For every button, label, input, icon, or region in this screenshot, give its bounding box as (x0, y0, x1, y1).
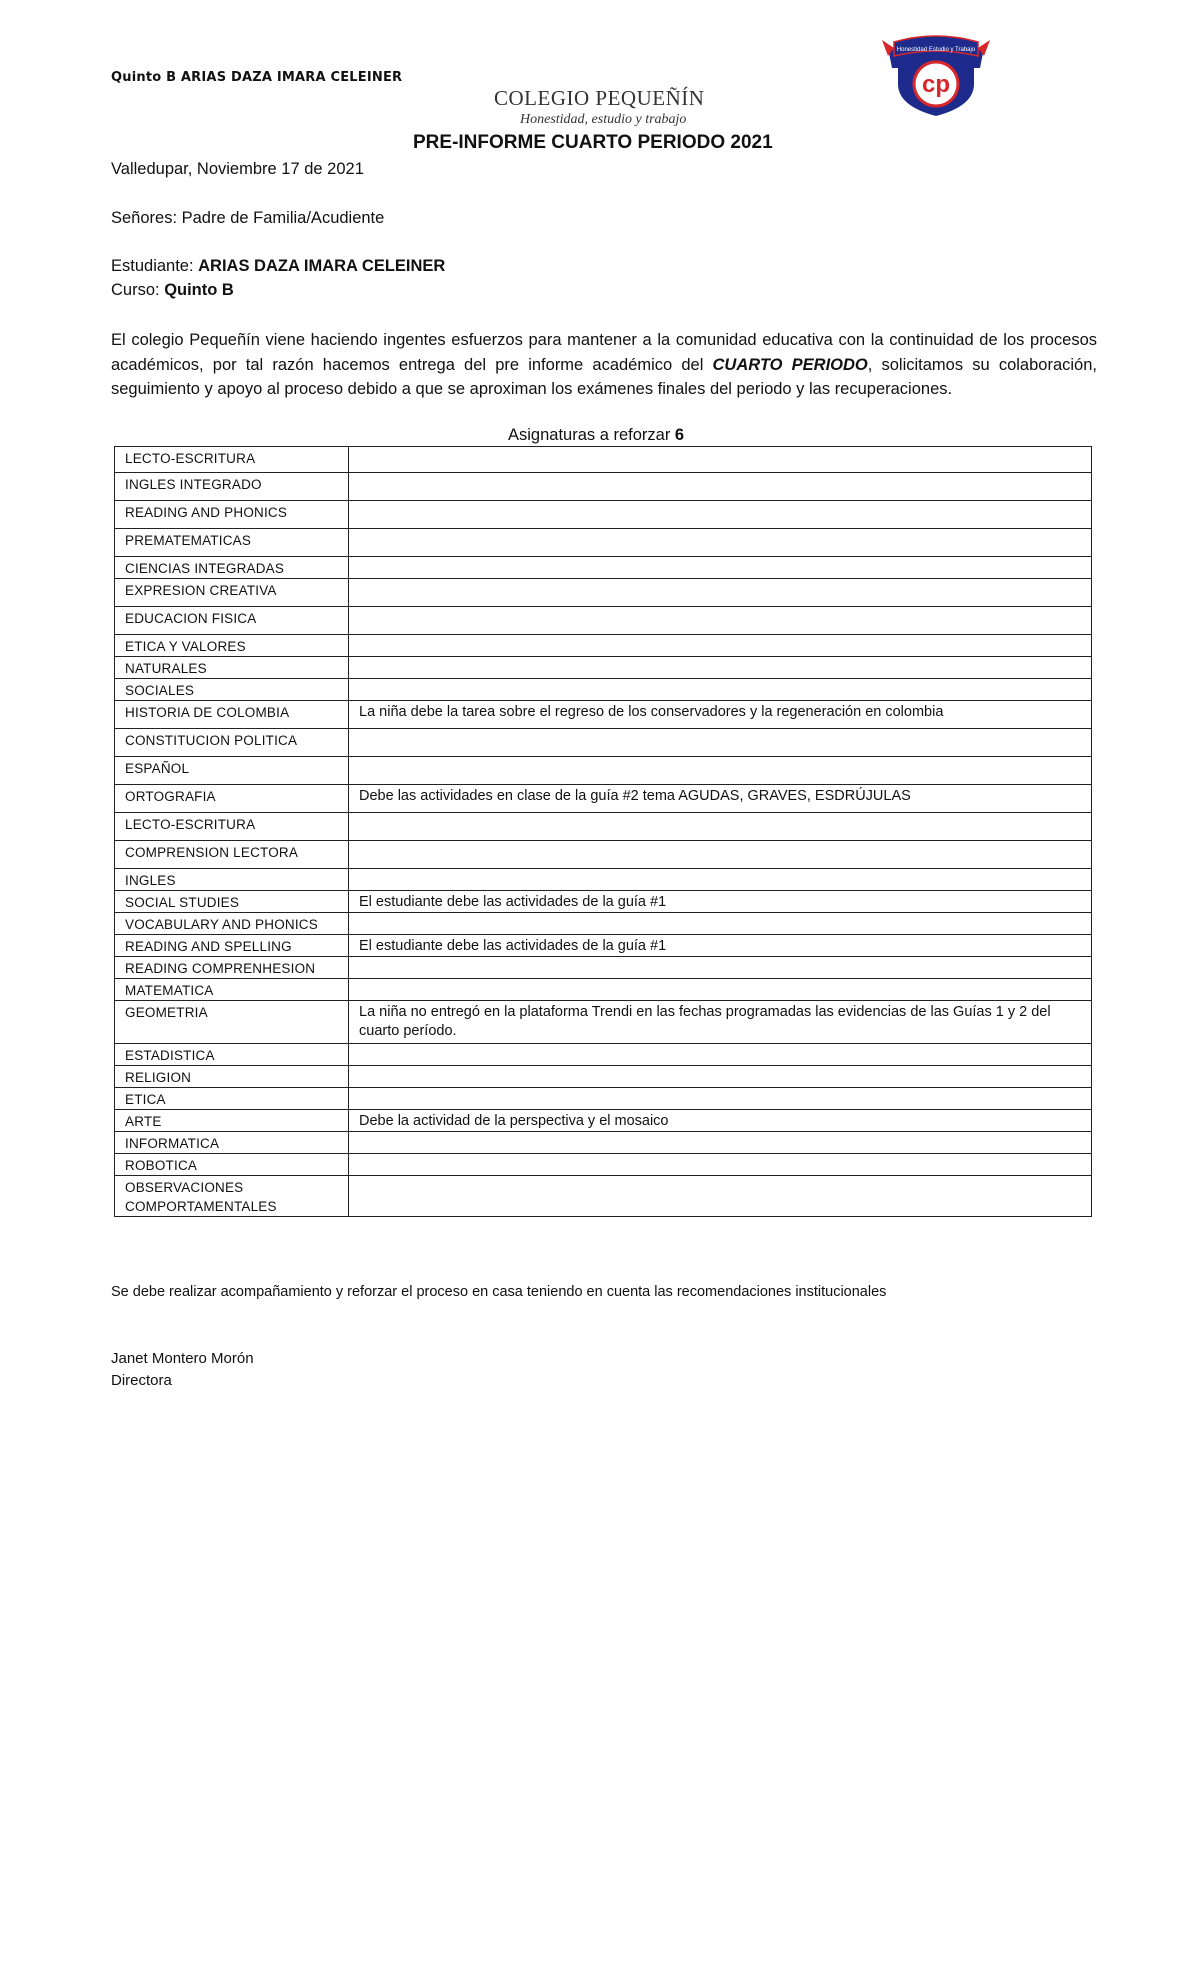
subject-cell: CONSTITUCION POLITICA (115, 729, 349, 757)
observation-cell (349, 729, 1092, 757)
table-row (115, 729, 1092, 757)
observation-cell: Debe las actividades en clase de la guía #2 tema AGUDAS, GRAVES, ESDRÚJULAS (349, 785, 1092, 813)
observation-cell (349, 447, 1092, 473)
subject-cell: EDUCACION FISICA (115, 607, 349, 635)
subject-cell: INFORMATICA (115, 1132, 349, 1154)
subject-cell: ESTADISTICA (115, 1044, 349, 1066)
subject-cell: READING AND SPELLING (115, 935, 349, 957)
signer-role: Directora (111, 1372, 172, 1389)
student-course-header: Quinto B ARIAS DAZA IMARA CELEINER (111, 70, 403, 85)
school-name: COLEGIO PEQUEÑÍN (494, 86, 705, 110)
subjects-table (114, 446, 1092, 1217)
subject-cell: GEOMETRIA (115, 1001, 349, 1044)
table-caption (508, 426, 684, 445)
subject-cell: ESPAÑOL (115, 757, 349, 785)
signer-name: Janet Montero Morón (111, 1350, 254, 1367)
school-crest-logo (880, 26, 992, 118)
subject-cell: CIENCIAS INTEGRADAS (115, 557, 349, 579)
table-row (115, 913, 1092, 935)
subject-cell: HISTORIA DE COLOMBIA (115, 701, 349, 729)
observation-cell (349, 1088, 1092, 1110)
table-row (115, 869, 1092, 891)
table-row (115, 529, 1092, 557)
observation-cell (349, 679, 1092, 701)
table-row (115, 1044, 1092, 1066)
subject-cell: READING COMPRENHESION (115, 957, 349, 979)
table-row (115, 635, 1092, 657)
observation-cell (349, 557, 1092, 579)
crest-monogram: cp (921, 71, 951, 98)
course-name: Quinto B (164, 281, 234, 299)
observation-cell (349, 1044, 1092, 1066)
student-line (111, 257, 445, 276)
observation-cell: El estudiante debe las actividades de la guía #1 (349, 935, 1092, 957)
observation-cell (349, 635, 1092, 657)
subject-cell: ETICA (115, 1088, 349, 1110)
observation-cell: Debe la actividad de la perspectiva y el mosaico (349, 1110, 1092, 1132)
table-row (115, 557, 1092, 579)
subject-cell: RELIGION (115, 1066, 349, 1088)
table-row (115, 607, 1092, 635)
table-row (115, 679, 1092, 701)
observation-cell (349, 757, 1092, 785)
report-title: PRE-INFORME CUARTO PERIODO 2021 (413, 132, 773, 153)
subject-cell: LECTO-ESCRITURA (115, 447, 349, 473)
subject-cell: ROBOTICA (115, 1154, 349, 1176)
table-row (115, 701, 1092, 729)
subject-cell: SOCIALES (115, 679, 349, 701)
letter-date: Valledupar, Noviembre 17 de 2021 (111, 160, 364, 178)
subjects-table-body (115, 447, 1092, 1217)
course-label: Curso: (111, 281, 165, 299)
student-label: Estudiante: (111, 257, 199, 275)
observation-cell (349, 607, 1092, 635)
table-row (115, 979, 1092, 1001)
observation-cell (349, 1066, 1092, 1088)
table-row (115, 757, 1092, 785)
table-row (115, 657, 1092, 679)
table-row (115, 501, 1092, 529)
student-name: ARIAS DAZA IMARA CELEINER (198, 257, 446, 275)
course-line (111, 281, 234, 300)
observation-cell (349, 979, 1092, 1001)
observation-cell: La niña debe la tarea sobre el regreso de los conservadores y la regeneración en colombia (349, 701, 1092, 729)
letter-body-part1: El colegio Pequeñín viene haciendo ingentes esfuerzos para mantener a la comunidad educativa con la continuidad de los procesos académicos, por tal razón hacemos entrega del pre informe académico del (111, 331, 1097, 374)
table-row (115, 1110, 1092, 1132)
table-row (115, 1132, 1092, 1154)
table-row (115, 1176, 1092, 1217)
table-row (115, 957, 1092, 979)
subject-cell: INGLES (115, 869, 349, 891)
observation-cell (349, 841, 1092, 869)
observation-cell (349, 579, 1092, 607)
observation-cell: La niña no entregó en la plataforma Trendi en las fechas programadas las evidencias de las Guías 1 y 2 del cuarto período. (349, 1001, 1092, 1044)
table-caption-label: Asignaturas a reforzar (508, 426, 675, 444)
table-row (115, 1154, 1092, 1176)
table-row (115, 891, 1092, 913)
table-row (115, 935, 1092, 957)
table-row (115, 1001, 1092, 1044)
observation-cell (349, 1176, 1092, 1217)
subject-cell: MATEMATICA (115, 979, 349, 1001)
table-row (115, 473, 1092, 501)
subject-cell: ORTOGRAFIA (115, 785, 349, 813)
observation-cell (349, 913, 1092, 935)
subject-cell: PREMATEMATICAS (115, 529, 349, 557)
table-row (115, 841, 1092, 869)
observation-cell (349, 1154, 1092, 1176)
footer-note: Se debe realizar acompañamiento y reforzar el proceso en casa teniendo en cuenta las recomendaciones institucionales (111, 1284, 887, 1300)
subject-cell: LECTO-ESCRITURA (115, 813, 349, 841)
subject-cell: COMPRENSION LECTORA (115, 841, 349, 869)
observation-cell (349, 1132, 1092, 1154)
observation-cell (349, 813, 1092, 841)
letter-body-emphasis: CUARTO PERIODO (712, 355, 868, 374)
crest-banner-text: Honestidad Estudio y Trabajo (896, 47, 976, 53)
observation-cell: El estudiante debe las actividades de la guía #1 (349, 891, 1092, 913)
letter-addressee: Señores: Padre de Familia/Acudiente (111, 209, 385, 227)
subject-cell: ARTE (115, 1110, 349, 1132)
subjects-to-reinforce-count: 6 (674, 426, 685, 444)
observation-cell (349, 657, 1092, 679)
school-motto: Honestidad, estudio y trabajo (520, 112, 687, 127)
table-row (115, 447, 1092, 473)
subject-cell: ETICA Y VALORES (115, 635, 349, 657)
observation-cell (349, 957, 1092, 979)
letter-body (111, 328, 1097, 402)
subject-cell: OBSERVACIONES COMPORTAMENTALES (115, 1176, 349, 1217)
table-row (115, 785, 1092, 813)
subject-cell: VOCABULARY AND PHONICS (115, 913, 349, 935)
subject-cell: READING AND PHONICS (115, 501, 349, 529)
subject-cell: SOCIAL STUDIES (115, 891, 349, 913)
table-row (115, 1066, 1092, 1088)
observation-cell (349, 501, 1092, 529)
observation-cell (349, 869, 1092, 891)
table-row (115, 1088, 1092, 1110)
letter-body-part2: , solicitamos su colaboración, seguimiento y apoyo al proceso debido a que se aproximan los exámenes finales del periodo y las recuperaciones. (111, 355, 1097, 398)
table-row (115, 579, 1092, 607)
subject-cell: EXPRESION CREATIVA (115, 579, 349, 607)
subject-cell: NATURALES (115, 657, 349, 679)
observation-cell (349, 529, 1092, 557)
observation-cell (349, 473, 1092, 501)
subject-cell: INGLES INTEGRADO (115, 473, 349, 501)
table-row (115, 813, 1092, 841)
